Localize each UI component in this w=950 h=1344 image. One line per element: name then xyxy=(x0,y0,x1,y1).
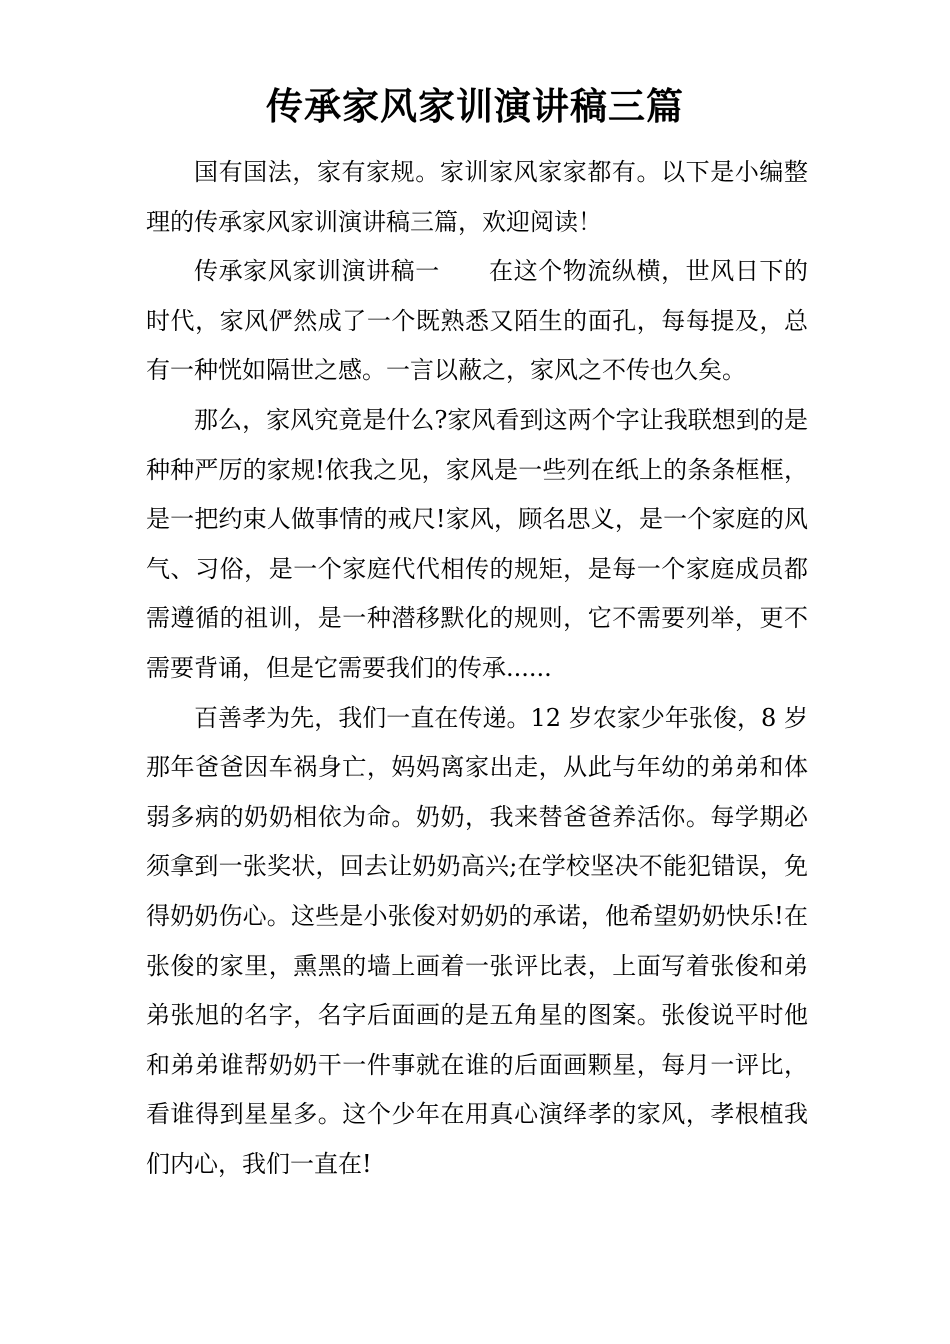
document-title: 传承家风家训演讲稿三篇 xyxy=(266,84,684,128)
paragraph-filial-piety-story: 百善孝为先，我们一直在传递。12 岁农家少年张俊，8 岁那年爸爸因车祸身亡，妈妈离家出走，从此与年幼的弟弟和体弱多病的奶奶相依为命。奶奶，我来替爸爸养活你。每学期必须拿到一张奖状，回去让奶奶高兴;在学校坚决不能犯错误，免得奶奶伤心。这些是小张俊对奶奶的承诺，他希望奶奶快乐!在张俊的家里，熏黑的墙上画着一张评比表，上面写着张俊和弟弟张旭的名字，名字后面画的是五角星的图案。张俊说平时他和弟弟谁帮奶奶干一件事就在谁的后面画颗星，每月一评比，看谁得到星星多。这个少年在用真心演绎孝的家风，孝根植我们内心，我们一直在! xyxy=(146,703,808,1178)
paragraph-speech-one-opening: 传承家风家训演讲稿一 在这个物流纵横，世风日下的时代，家风俨然成了一个既熟悉又陌生的面孔，每每提及，总有一种恍如隔世之感。一言以蔽之，家风之不传也久矣。 xyxy=(146,257,808,385)
document-body xyxy=(146,148,808,1189)
paragraph-what-is-family-style: 那么，家风究竟是什么?家风看到这两个字让我联想到的是种种严厉的家规!依我之见，家风是一些列在纸上的条条框框，是一把约束人做事情的戒尺!家风，顾名思义，是一个家庭的风气、习俗，是一个家庭代代相传的规矩，是每一个家庭成员都需遵循的祖训，是一种潜移默化的规则，它不需要列举，更不需要背诵，但是它需要我们的传承...... xyxy=(146,405,808,682)
paragraph-intro: 国有国法，家有家规。家训家风家家都有。以下是小编整理的传承家风家训演讲稿三篇，欢迎阅读！ xyxy=(146,158,808,236)
